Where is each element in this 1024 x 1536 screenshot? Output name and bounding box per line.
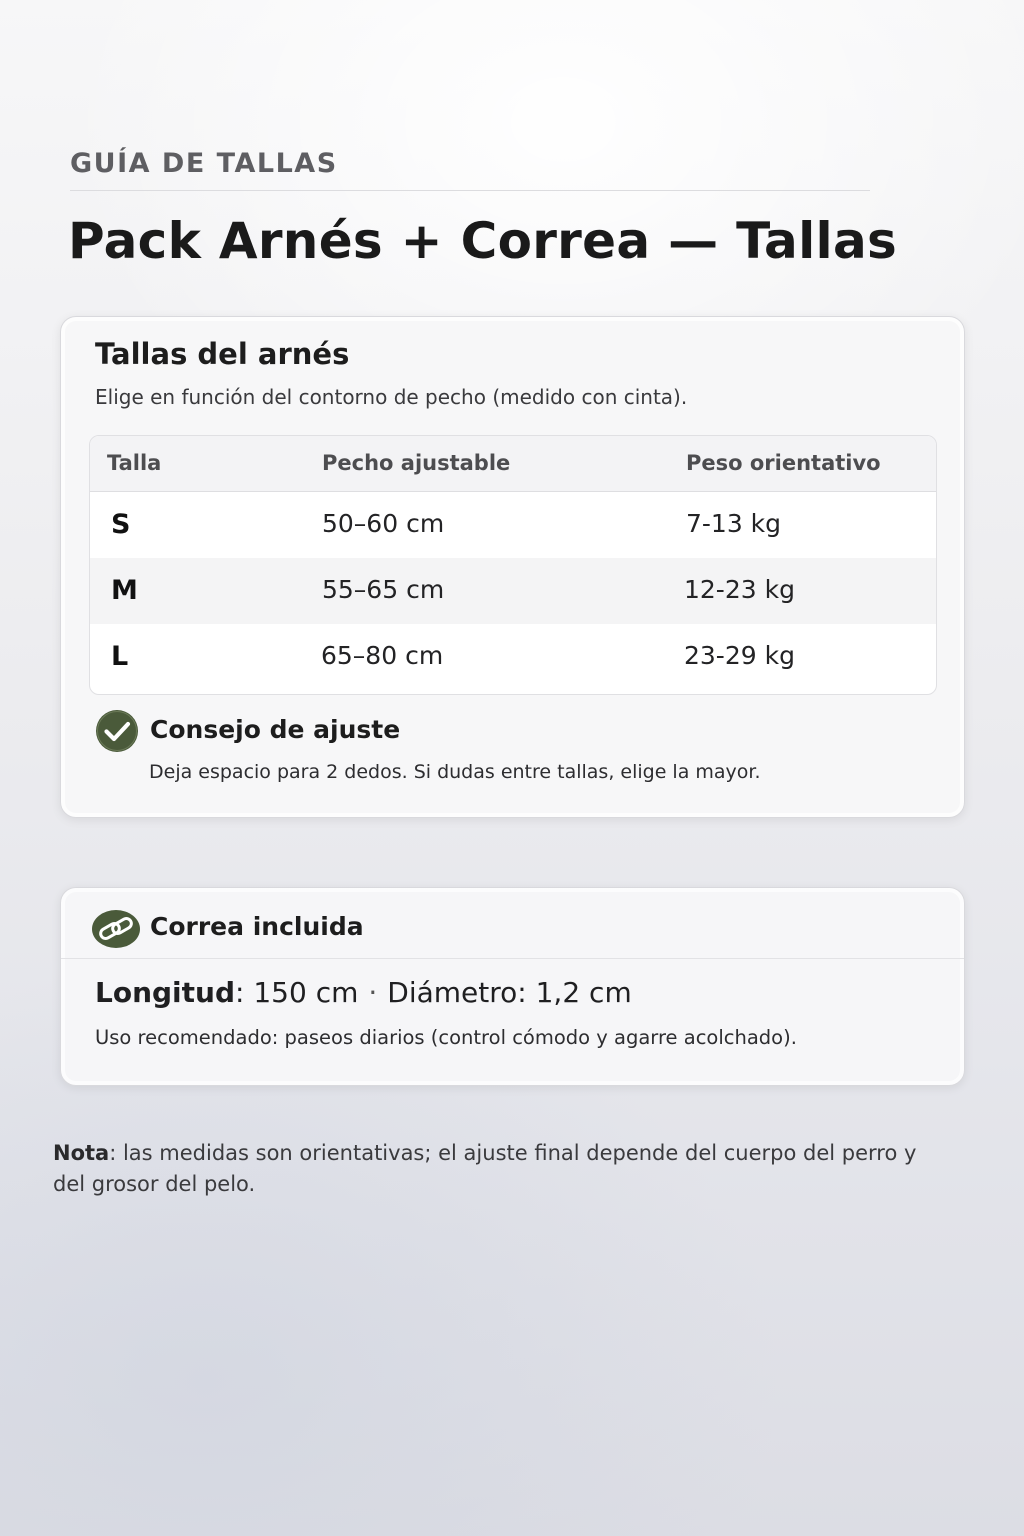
table-row [90,492,936,558]
size-cell: L [111,641,129,672]
spec-separator: · [368,976,378,1009]
footnote [53,1138,933,1200]
harness-card-subtitle: Elige en función del contorno de pecho (medido con cinta). [95,385,688,409]
fit-tip-title: Consejo de ajuste [150,715,401,744]
chest-cell: 65–80 cm [321,641,444,670]
size-cell: S [111,509,131,540]
size-cell: M [111,575,138,606]
eyebrow-divider [70,190,870,191]
fit-tip [95,709,935,799]
footnote-label: Nota [53,1141,110,1165]
leash-card-title: Correa incluida [150,912,364,941]
footnote-text: : las medidas son orientativas; el ajuste final depende del cuerpo del perro y del grosor del pelo. [53,1141,917,1196]
page-title: Pack Arnés + Correa — Tallas [68,212,898,270]
eyebrow-label: GUÍA DE TALLAS [70,148,338,179]
weight-cell: 23-29 kg [684,641,795,670]
diameter-value: Diámetro: 1,2 cm [387,976,632,1009]
leash-card-header [61,888,964,959]
leash-card [60,887,965,1086]
harness-card-heading: Tallas del arnés [95,337,350,371]
weight-cell: 12-23 kg [684,575,795,604]
chest-cell: 55–65 cm [322,575,445,604]
table-row [90,624,936,690]
leash-link-icon [91,908,141,950]
leash-specs [95,976,632,1009]
length-label: Longitud [95,976,236,1009]
column-header-chest: Pecho ajustable [322,451,511,475]
column-header-size: Talla [107,451,162,475]
length-value: : 150 cm [235,976,359,1009]
size-table [89,435,937,695]
check-circle-icon [95,709,139,753]
size-table-header [90,436,936,492]
weight-cell: 7-13 kg [686,509,782,538]
table-row [90,558,936,624]
column-header-weight: Peso orientativo [686,451,881,475]
fit-tip-text: Deja espacio para 2 dedos. Si dudas entre tallas, elige la mayor. [149,761,761,783]
leash-usage: Uso recomendado: paseos diarios (control cómodo y agarre acolchado). [95,1026,797,1049]
chest-cell: 50–60 cm [322,509,445,538]
harness-sizes-card [60,316,965,818]
